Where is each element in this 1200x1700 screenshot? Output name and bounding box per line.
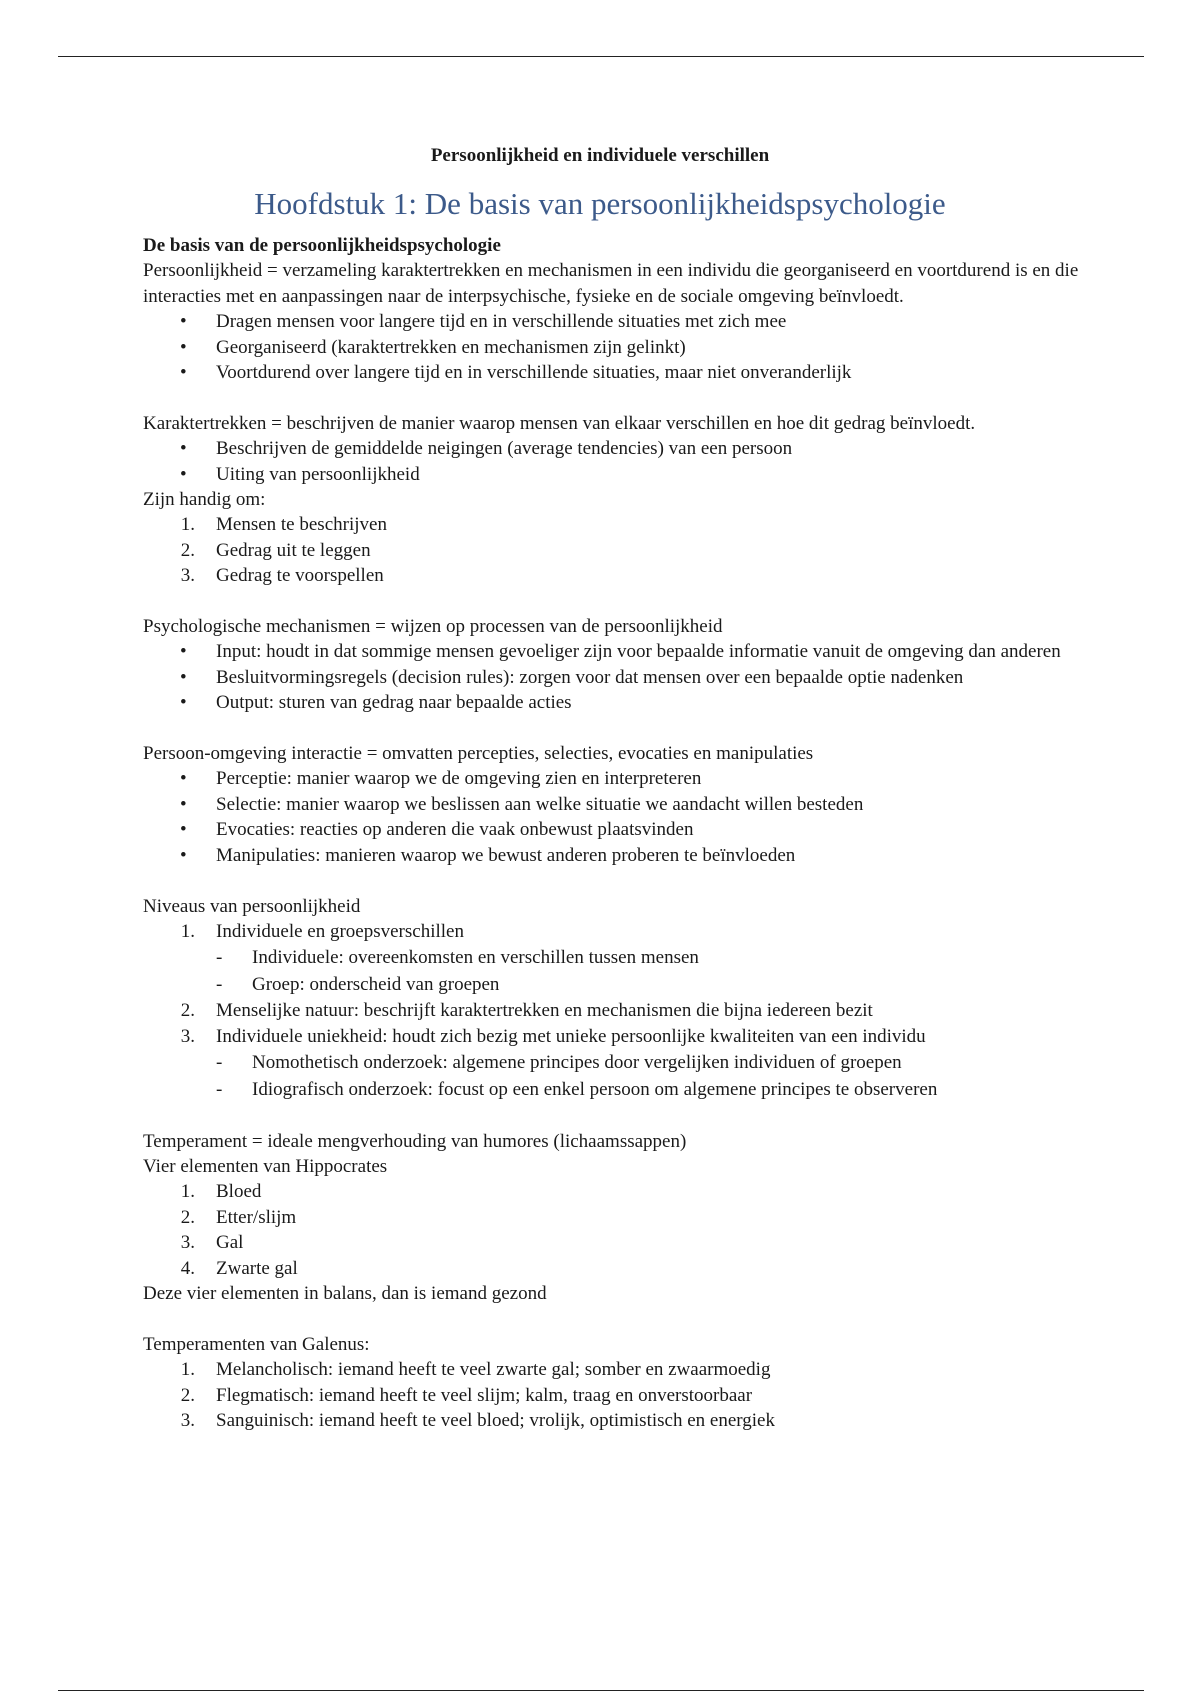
list-item-text: Flegmatisch: iemand heeft te veel slijm; kalm, traag en onverstoorbaar: [216, 1384, 753, 1406]
list-item: • Voortdurend over langere tijd en in verschillende situaties, maar niet onveranderlijk: [143, 360, 1093, 385]
list-number: 3.: [180, 1025, 195, 1047]
traits-useful-list: [143, 512, 1093, 588]
mechanisms-definition: Psychologische mechanismen = wijzen op processen van de persoonlijkheid: [143, 616, 723, 638]
list-item: • Georganiseerd (karaktertrekken en mechanismen zijn gelinkt): [143, 335, 1093, 360]
interaction-bullets: [143, 766, 1093, 868]
levels-list: [143, 919, 1093, 1103]
traits-bullets: [143, 436, 1093, 487]
list-item: [143, 1230, 1093, 1255]
list-item-text: Individuele en groepsverschillen: [216, 920, 464, 942]
list-number: 1.: [180, 1359, 195, 1381]
page-top-rule: [58, 56, 1144, 57]
sub-list: [216, 944, 1093, 998]
galenus-list: [143, 1357, 1093, 1433]
list-item-text: Sanguinisch: iemand heeft te veel bloed; vrolijk, optimistisch en energiek: [216, 1409, 775, 1431]
list-number: 3.: [180, 565, 195, 587]
list-item: [143, 1024, 1093, 1103]
list-item-text: Menselijke natuur: beschrijft karaktertrekken en mechanismen die bijna iedereen bezit: [216, 1000, 873, 1022]
list-item: [143, 563, 1093, 588]
list-item-text: Gedrag te voorspellen: [216, 565, 384, 587]
spacer: [143, 868, 1093, 893]
balance-note: Deze vier elementen in balans, dan is iemand gezond: [143, 1282, 547, 1304]
list-item: [143, 998, 1093, 1023]
list-number: 1.: [180, 1181, 195, 1203]
temperament-definition: Temperament = ideale mengverhouding van humores (lichaamssappen): [143, 1130, 687, 1152]
sub-list-item: - Nomothetisch onderzoek: algemene principes door vergelijken individuen of groepen: [216, 1049, 1093, 1076]
list-item: [143, 919, 1093, 998]
list-number: 2.: [180, 1206, 195, 1228]
list-item-text: Gedrag uit te leggen: [216, 539, 371, 561]
list-item: [143, 538, 1093, 563]
list-item: [143, 512, 1093, 537]
list-item: • Uiting van persoonlijkheid: [143, 462, 1093, 487]
sub-list-item: - Individuele: overeenkomsten en verschillen tussen mensen: [216, 944, 1093, 971]
personality-bullets: [143, 309, 1093, 385]
list-item: • Beschrijven de gemiddelde neigingen (average tendencies) van een persoon: [143, 436, 1093, 461]
traits-definition: Karaktertrekken = beschrijven de manier waarop mensen van elkaar verschillen en hoe dit gedrag beïnvloedt.: [143, 412, 976, 434]
mechanisms-bullets: [143, 639, 1093, 715]
list-item: • Perceptie: manier waarop we de omgeving zien en interpreteren: [143, 766, 1093, 791]
elements-list: [143, 1179, 1093, 1281]
list-number: 3.: [180, 1409, 195, 1431]
document-body: [143, 233, 1093, 1433]
list-number: 2.: [180, 1000, 195, 1022]
sub-list-item: - Groep: onderscheid van groepen: [216, 971, 1093, 998]
list-item: [143, 1205, 1093, 1230]
list-number: 2.: [180, 1384, 195, 1406]
list-item: • Evocaties: reacties op anderen die vaak onbewust plaatsvinden: [143, 817, 1093, 842]
list-item: • Input: houdt in dat sommige mensen gevoeliger zijn voor bepaalde informatie vanuit de omgeving dan anderen: [143, 639, 1093, 664]
levels-label: Niveaus van persoonlijkheid: [143, 895, 361, 917]
list-item: • Besluitvormingsregels (decision rules): zorgen voor dat mensen over een bepaalde optie nadenken: [143, 665, 1093, 690]
personality-definition: Persoonlijkheid = verzameling karaktertrekken en mechanismen in een individu die georganiseerd en voortdurend is en die interacties met en aanpassingen naar de interpsychische, fysieke en de sociale omgeving beïnvloedt.: [143, 260, 1079, 307]
list-item: • Output: sturen van gedrag naar bepaalde acties: [143, 690, 1093, 715]
page-bottom-rule: [58, 1690, 1144, 1691]
list-number: 4.: [180, 1257, 195, 1279]
sub-list-item: - Idiografisch onderzoek: focust op een enkel persoon om algemene principes te observeren: [216, 1076, 1093, 1103]
spacer: [143, 1306, 1093, 1331]
list-item-text: Mensen te beschrijven: [216, 514, 387, 536]
list-item: • Manipulaties: manieren waarop we bewust anderen proberen te beïnvloeden: [143, 843, 1093, 868]
list-item: [143, 1383, 1093, 1408]
galenus-label: Temperamenten van Galenus:: [143, 1333, 370, 1355]
list-item: [143, 1256, 1093, 1281]
list-item-text: Individuele uniekheid: houdt zich bezig met unieke persoonlijke kwaliteiten van een individu: [216, 1025, 926, 1047]
section-heading: De basis van de persoonlijkheidspsychologie: [143, 235, 501, 256]
interaction-definition: Persoon-omgeving interactie = omvatten percepties, selecties, evocaties en manipulaties: [143, 743, 814, 765]
list-item: • Dragen mensen voor langere tijd en in verschillende situaties met zich mee: [143, 309, 1093, 334]
list-item: [143, 1179, 1093, 1204]
traits-useful-label: Zijn handig om:: [143, 489, 266, 511]
sub-list: [216, 1049, 1093, 1103]
spacer: [143, 716, 1093, 741]
spacer: [143, 1103, 1093, 1128]
list-number: 1.: [180, 514, 195, 536]
list-item-text: Bloed: [216, 1181, 262, 1203]
list-number: 1.: [180, 920, 195, 942]
list-item-text: Etter/slijm: [216, 1206, 297, 1228]
list-item-text: Gal: [216, 1232, 244, 1254]
list-item-text: Zwarte gal: [216, 1257, 298, 1279]
spacer: [143, 589, 1093, 614]
list-item: [143, 1408, 1093, 1433]
elements-label: Vier elementen van Hippocrates: [143, 1155, 388, 1177]
chapter-heading: Hoofdstuk 1: De basis van persoonlijkheidspsychologie: [254, 186, 946, 221]
list-item: • Selectie: manier waarop we beslissen aan welke situatie we aandacht willen besteden: [143, 792, 1093, 817]
document-title: Persoonlijkheid en individuele verschillen: [430, 145, 770, 166]
list-number: 2.: [180, 539, 195, 561]
spacer: [143, 385, 1093, 410]
list-item: [143, 1357, 1093, 1382]
list-number: 3.: [180, 1232, 195, 1254]
list-item-text: Melancholisch: iemand heeft te veel zwarte gal; somber en zwaarmoedig: [216, 1359, 771, 1381]
